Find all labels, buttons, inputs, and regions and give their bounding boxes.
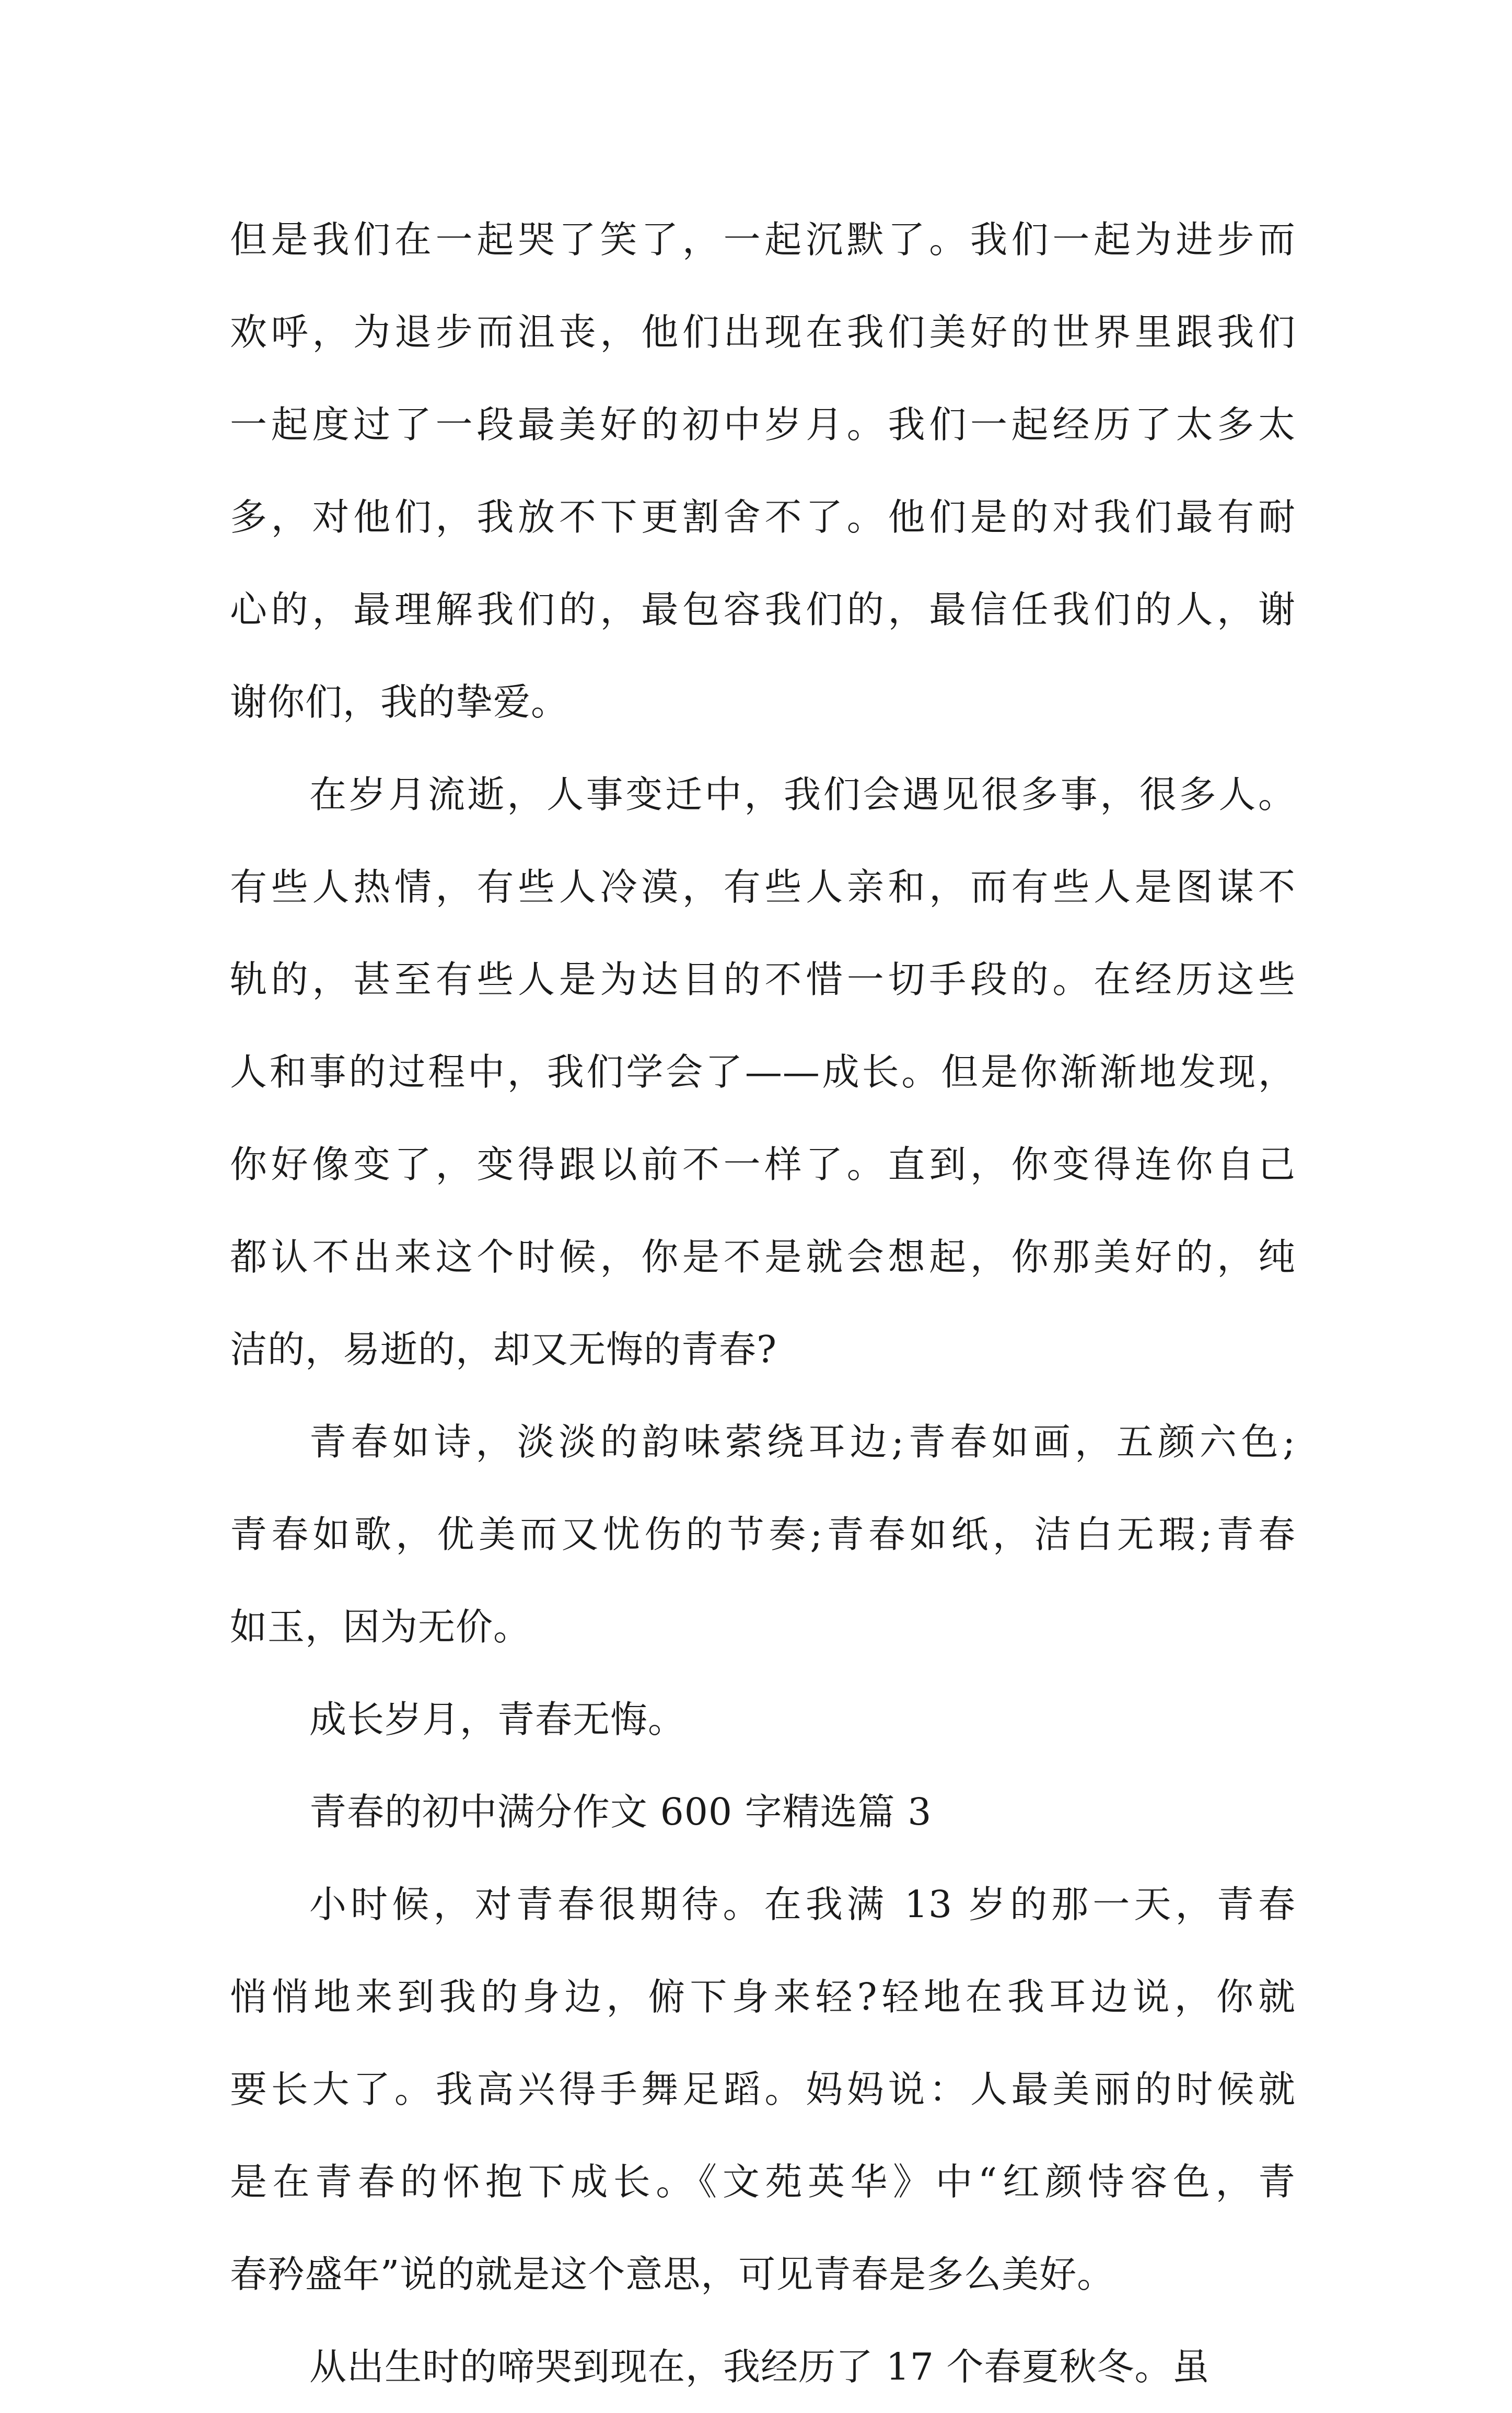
- text-line: 人和事的过程中，我们学会了——成长。但是你渐渐地发现，: [230, 1050, 1296, 1094]
- text-line: 是在青春的怀抱下成长。《文苑英华》中“红颜恃容色，青: [230, 2160, 1296, 2203]
- text-line: 悄悄地来到我的身边，俯下身来轻?轻地在我耳边说，你就: [230, 1975, 1296, 2018]
- text-line: 成长岁月，青春无悔。: [309, 1698, 686, 1741]
- text-line: 你好像变了，变得跟以前不一样了。直到，你变得连你自己: [230, 1143, 1296, 1186]
- paragraph: [230, 193, 1296, 748]
- text-line: 青春如诗，淡淡的韵味萦绕耳边;青春如画，五颜六色;: [309, 1420, 1296, 1464]
- paragraph: [230, 2321, 1296, 2413]
- paragraph: [230, 1396, 1296, 1673]
- paragraph: [230, 1673, 1296, 1766]
- paragraph: [230, 1858, 1296, 2321]
- text-line: 多，对他们，我放不下更割舍不了。他们是的对我们最有耐: [230, 495, 1296, 539]
- text-line: 洁的，易逝的，却又无悔的青春?: [230, 1328, 777, 1371]
- text-line: 有些人热情，有些人冷漠，有些人亲和，而有些人是图谋不: [230, 865, 1296, 909]
- text-line: 青春如歌，优美而又忧伤的节奏;青春如纸，洁白无瑕;青春: [230, 1513, 1296, 1556]
- text-line: 轨的，甚至有些人是为达目的不惜一切手段的。在经历这些: [230, 958, 1296, 1001]
- text-line: 如玉，因为无价。: [230, 1605, 531, 1649]
- paragraph: [230, 748, 1296, 1396]
- text-line: 一起度过了一段最美好的初中岁月。我们一起经历了太多太: [230, 403, 1296, 446]
- text-line: 但是我们在一起哭了笑了，一起沉默了。我们一起为进步而: [230, 218, 1296, 261]
- text-line: 小时候，对青春很期待。在我满 13 岁的那一天，青春: [309, 1883, 1296, 1926]
- text-line: 谢你们，我的挚爱。: [230, 680, 569, 724]
- text-line: 要长大了。我高兴得手舞足蹈。妈妈说：人最美丽的时候就: [230, 2068, 1296, 2111]
- text-line: 从出生时的啼哭到现在，我经历了 17 个春夏秋冬。虽: [309, 2345, 1210, 2388]
- text-line: 都认不出来这个时候，你是不是就会想起，你那美好的，纯: [230, 1235, 1296, 1279]
- text-line: 心的，最理解我们的，最包容我们的，最信任我们的人，谢: [230, 588, 1296, 631]
- text-line: 在岁月流逝，人事变迁中，我们会遇见很多事，很多人。: [309, 773, 1296, 816]
- body-text: [230, 193, 1296, 2413]
- text-line: 青春的初中满分作文 600 字精选篇 3: [309, 1790, 932, 1834]
- text-line: 欢呼，为退步而沮丧，他们出现在我们美好的世界里跟我们: [230, 310, 1296, 354]
- paragraph: [230, 1766, 1296, 1858]
- text-line: 春矜盛年”说的就是这个意思，可见青春是多么美好。: [230, 2253, 1115, 2296]
